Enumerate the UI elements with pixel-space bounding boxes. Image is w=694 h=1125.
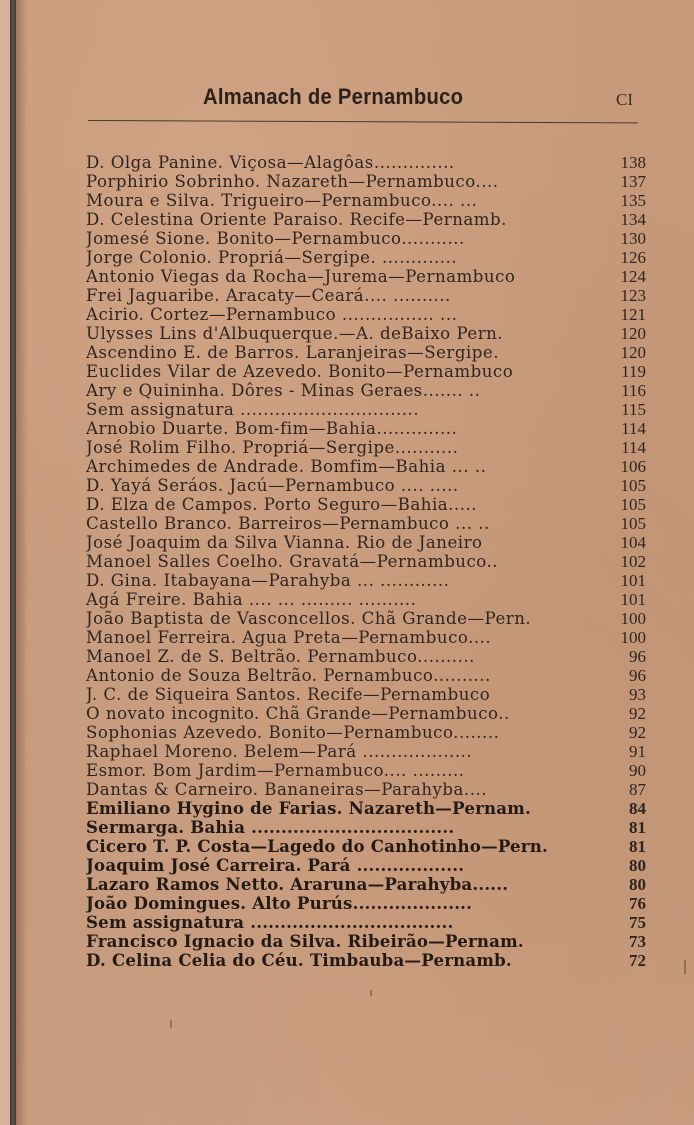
entry-name-location: Acirio. Cortez—Pernambuco ................ ... — [86, 305, 458, 324]
entry-votes: 80 — [629, 875, 646, 894]
entry-votes: 81 — [629, 837, 646, 856]
entry-votes: 92 — [629, 704, 646, 723]
entry-name-location: Raphael Moreno. Belem—Pará ................... — [86, 742, 473, 761]
list-item — [86, 267, 646, 286]
list-item — [86, 590, 646, 609]
entry-name-location: Porphirio Sobrinho. Nazareth—Pernambuco.... — [86, 172, 499, 191]
entry-votes: 101 — [620, 590, 646, 609]
list-item — [86, 153, 646, 172]
entry-name-location: João Baptista de Vasconcellos. Chã Grande—Pern. — [86, 609, 532, 628]
list-item — [86, 305, 646, 324]
entry-votes: 105 — [620, 495, 646, 514]
entry-name-location: Francisco Ignacio da Silva. Ribeirão—Pernam. — [86, 932, 524, 951]
entry-name-location: Sem assignatura ............................... — [86, 400, 420, 419]
entry-name-location: Moura e Silva. Trigueiro—Pernambuco.... ... — [86, 191, 478, 210]
entry-votes: 123 — [620, 286, 646, 305]
list-item — [86, 951, 646, 970]
entry-votes: 105 — [620, 476, 646, 495]
entry-name-location: Castello Branco. Barreiros—Pernambuco ... .. — [86, 514, 490, 533]
list-item — [86, 229, 646, 248]
entry-name-location: D. Celina Celia do Céu. Timbauba—Pernamb. — [86, 951, 512, 970]
entry-votes: 119 — [621, 362, 646, 381]
entry-votes: 90 — [629, 761, 646, 780]
entry-votes: 120 — [620, 324, 646, 343]
entry-name-location: Sem assignatura .................................. — [86, 913, 454, 932]
running-header-title: Almanach de Pernambuco — [203, 84, 464, 109]
list-item — [86, 685, 646, 704]
spine-shadow — [16, 0, 28, 1125]
list-item — [86, 742, 646, 761]
list-item — [86, 324, 646, 343]
list-item — [86, 628, 646, 647]
paper-speck — [170, 1020, 172, 1028]
list-item — [86, 172, 646, 191]
entry-name-location: O novato incognito. Chã Grande—Pernambuco.. — [86, 704, 510, 723]
entry-name-location: D. Celestina Oriente Paraiso. Recife—Pernamb. — [86, 210, 507, 229]
entry-votes: 138 — [620, 153, 646, 172]
list-item — [86, 495, 646, 514]
page-number: CI — [616, 90, 633, 109]
entry-votes: 115 — [621, 400, 646, 419]
entry-name-location: Ascendino E. de Barros. Laranjeiras—Sergipe. — [86, 343, 499, 362]
entry-name-location: Joaquim José Carreira. Pará .................. — [86, 856, 465, 875]
entry-votes: 92 — [629, 723, 646, 742]
entry-votes: 137 — [620, 172, 646, 191]
entry-name-location: Dantas & Carneiro. Bananeiras—Parahyba.... — [86, 780, 488, 799]
entry-name-location: D. Gina. Itabayana—Parahyba ... ............ — [86, 571, 450, 590]
running-header — [0, 84, 694, 124]
entry-votes: 87 — [629, 780, 646, 799]
entry-votes: 72 — [629, 951, 646, 970]
entry-name-location: D. Elza de Campos. Porto Seguro—Bahia..... — [86, 495, 478, 514]
entry-name-location: Sermarga. Bahia .................................. — [86, 818, 455, 837]
entry-name-location: José Joaquim da Silva Vianna. Rio de Janeiro — [86, 533, 483, 552]
entry-votes: 75 — [629, 913, 646, 932]
list-item — [86, 609, 646, 628]
entry-votes: 120 — [620, 343, 646, 362]
list-item — [86, 932, 646, 951]
list-item — [86, 286, 646, 305]
entry-votes: 135 — [620, 191, 646, 210]
entry-votes: 81 — [629, 818, 646, 837]
entry-name-location: Manoel Ferreira. Agua Preta—Pernambuco.... — [86, 628, 492, 647]
entry-votes: 104 — [620, 533, 646, 552]
entry-name-location: Ulysses Lins d'Albuquerque.—A. deBaixo Pern. — [86, 324, 504, 343]
entry-votes: 80 — [629, 856, 646, 875]
list-item — [86, 704, 646, 723]
list-item — [86, 666, 646, 685]
entry-votes: 101 — [620, 571, 646, 590]
entry-name-location: Manoel Salles Coelho. Gravatá—Pernambuco.. — [86, 552, 499, 571]
list-item — [86, 837, 646, 856]
entry-votes: 100 — [620, 609, 646, 628]
entry-name-location: Antonio Viegas da Rocha—Jurema—Pernambuco — [86, 267, 516, 286]
entry-votes: 102 — [620, 552, 646, 571]
entry-name-location: Antonio de Souza Beltrão. Pernambuco.......... — [86, 666, 491, 685]
list-item — [86, 400, 646, 419]
entry-name-location: D. Olga Panine. Viçosa—Alagôas.............. — [86, 153, 455, 172]
list-item — [86, 552, 646, 571]
list-item — [86, 571, 646, 590]
paper-speck — [370, 990, 372, 996]
list-item — [86, 799, 646, 818]
entry-votes: 134 — [620, 210, 646, 229]
entry-name-location: João Domingues. Alto Purús.................... — [86, 894, 473, 913]
entry-votes: 106 — [620, 457, 646, 476]
entry-name-location: Lazaro Ramos Netto. Araruna—Parahyba...... — [86, 875, 509, 894]
list-item — [86, 761, 646, 780]
list-item — [86, 514, 646, 533]
vote-list — [86, 153, 646, 970]
list-item — [86, 856, 646, 875]
entry-name-location: Archimedes de Andrade. Bomfim—Bahia ... .. — [86, 457, 487, 476]
entry-votes: 114 — [621, 438, 646, 457]
list-item — [86, 647, 646, 666]
entry-votes: 73 — [629, 932, 646, 951]
entry-name-location: Emiliano Hygino de Farias. Nazareth—Pernam. — [86, 799, 531, 818]
list-item — [86, 533, 646, 552]
entry-name-location: Manoel Z. de S. Beltrão. Pernambuco.......... — [86, 647, 475, 666]
entry-votes: 96 — [629, 666, 646, 685]
list-item — [86, 457, 646, 476]
entry-name-location: Jomesé Sione. Bonito—Pernambuco........... — [86, 229, 465, 248]
page-binding-edge — [0, 0, 10, 1125]
entry-name-location: Sophonias Azevedo. Bonito—Pernambuco........ — [86, 723, 500, 742]
list-item — [86, 723, 646, 742]
entry-name-location: Frei Jaguaribe. Aracaty—Ceará.... .......... — [86, 286, 451, 305]
list-item — [86, 343, 646, 362]
list-item — [86, 780, 646, 799]
list-item — [86, 419, 646, 438]
entry-votes: 130 — [620, 229, 646, 248]
entry-votes: 93 — [629, 685, 646, 704]
list-item — [86, 875, 646, 894]
entry-name-location: Jorge Colonio. Propriá—Sergipe. ............. — [86, 248, 458, 267]
entry-votes: 124 — [620, 267, 646, 286]
list-item — [86, 191, 646, 210]
list-item — [86, 438, 646, 457]
entry-name-location: José Rolim Filho. Propriá—Sergipe........... — [86, 438, 459, 457]
paper-speck — [684, 960, 686, 974]
list-item — [86, 476, 646, 495]
entry-name-location: Ary e Quininha. Dôres - Minas Geraes....... .. — [86, 381, 481, 400]
entry-votes: 76 — [629, 894, 646, 913]
entry-votes: 126 — [620, 248, 646, 267]
entry-name-location: Cicero T. P. Costa—Lagedo do Canhotinho—Pern. — [86, 837, 548, 856]
list-item — [86, 362, 646, 381]
list-item — [86, 248, 646, 267]
entry-votes: 105 — [620, 514, 646, 533]
entry-name-location: D. Yayá Seráos. Jacú—Pernambuco .... ..... — [86, 476, 459, 495]
list-item — [86, 381, 646, 400]
entry-name-location: Euclides Vilar de Azevedo. Bonito—Pernambuco — [86, 362, 514, 381]
entry-votes: 116 — [621, 381, 646, 400]
list-item — [86, 818, 646, 837]
entry-name-location: Agá Freire. Bahia .... ... ......... .......... — [86, 590, 417, 609]
entry-name-location: Esmor. Bom Jardim—Pernambuco.... ......... — [86, 761, 465, 780]
list-item — [86, 913, 646, 932]
entry-votes: 114 — [621, 419, 646, 438]
list-item — [86, 894, 646, 913]
entry-votes: 96 — [629, 647, 646, 666]
entry-votes: 100 — [620, 628, 646, 647]
entry-votes: 84 — [629, 799, 646, 818]
entry-name-location: Arnobio Duarte. Bom-fim—Bahia.............. — [86, 419, 458, 438]
entry-votes: 121 — [620, 305, 646, 324]
entry-votes: 91 — [629, 742, 646, 761]
entry-name-location: J. C. de Siqueira Santos. Recife—Pernambuco — [86, 685, 491, 704]
list-item — [86, 210, 646, 229]
